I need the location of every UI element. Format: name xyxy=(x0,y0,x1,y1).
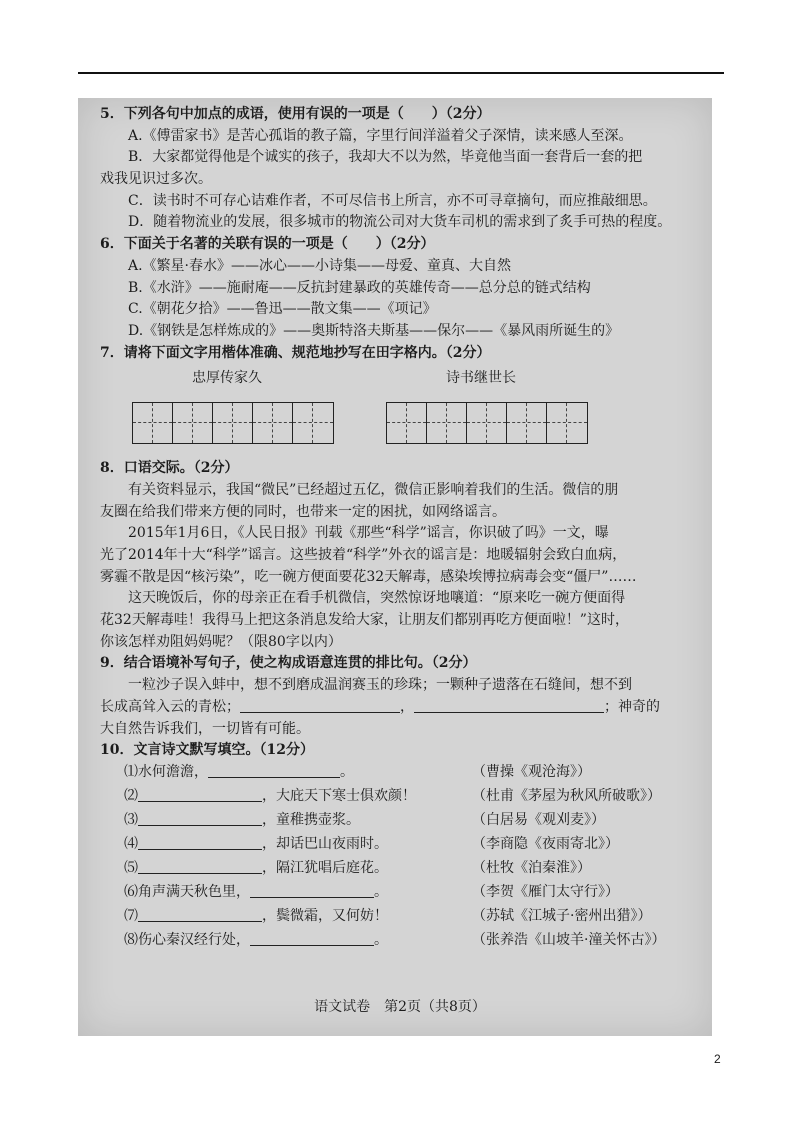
poem-blank[interactable] xyxy=(138,811,262,826)
q9-answer-blank-1[interactable] xyxy=(240,698,400,713)
q9-line2-mid: ， xyxy=(400,698,414,715)
poem-suffix: ，鬓微霜，又何妨！ xyxy=(262,907,388,924)
q9-line3: 大自然告诉我们，一切皆有可能。 xyxy=(100,720,310,737)
q9-line2-post: ；神奇的 xyxy=(604,698,660,715)
poem-blank[interactable] xyxy=(138,907,262,922)
q7-phrases xyxy=(100,368,690,394)
poem-source: （李商隐《夜雨寄北》） xyxy=(472,835,619,852)
q8-para1-line2: 友圈在给我们带来方便的同时，也带来一定的困扰，如网络谣言。 xyxy=(100,503,506,520)
tianzige-cell[interactable] xyxy=(507,403,547,443)
poem-line-1 xyxy=(100,762,690,786)
q8-para3-line2: 花32天解毒哇！我得马上把这条消息发给大家，让朋友们都别再吃方便面啦！”这时， xyxy=(100,612,629,629)
poem-suffix: 。 xyxy=(374,883,388,900)
poem-prefix: ⑹角声满天秋色里， xyxy=(124,883,250,900)
q9-line2 xyxy=(100,697,690,719)
poem-source: （白居易《观刈麦》） xyxy=(472,811,605,828)
tianzige-row xyxy=(100,394,690,448)
poem-blank[interactable] xyxy=(138,859,262,874)
q9-line1: 一粒沙子误入蚌中，想不到磨成温润赛玉的珍珠；一颗种子遗落在石缝间，想不到 xyxy=(128,677,632,694)
top-rule xyxy=(78,72,724,74)
tianzige-cell[interactable] xyxy=(427,403,467,443)
q6-option-c: C.《朝花夕拾》——鲁迅——散文集——《项记》 xyxy=(128,301,437,318)
q5-option-a: A.《傅雷家书》是苦心孤诣的教子篇，字里行间洋溢着父子深情，读来感人至深。 xyxy=(128,127,633,144)
q5-option-b-line2: 戏我见识过多次。 xyxy=(100,171,212,188)
poem-suffix: ，大庇天下寒士俱欢颜！ xyxy=(262,787,416,804)
poem-blank[interactable] xyxy=(250,931,374,946)
poem-blank[interactable] xyxy=(250,883,374,898)
q8-para2-line2: 光了2014年十大“科学”谣言。这些披着“科学”外衣的谣言是：地暖辐射会致白血病， xyxy=(100,547,627,563)
poem-line-5 xyxy=(100,858,690,882)
q6-option-b: B.《水浒》——施耐庵——反抗封建暴政的英雄传奇——总分总的链式结构 xyxy=(128,279,591,296)
tianzige-cell[interactable] xyxy=(467,403,507,443)
q8-para3-line3: 你该怎样劝阻妈妈呢？（限80字以内） xyxy=(100,633,342,650)
q9-line2-pre: 长成高耸入云的青松； xyxy=(100,698,240,715)
q5-option-c: C．读书时不可存心诘难作者，不可尽信书上所言，亦不可寻章摘句，而应推敲细思。 xyxy=(128,192,657,209)
q7-stem: 7．请将下面文字用楷体准确、规范地抄写在田字格内。（2分） xyxy=(100,344,491,361)
tianzige-cell[interactable] xyxy=(133,403,173,443)
q5-option-d: D．随着物流业的发展，很多城市的物流公司对大货车司机的需求到了炙手可热的程度。 xyxy=(128,214,672,231)
q6-stem: 6．下面关于名著的关联有误的一项是（ ）（2分） xyxy=(100,236,435,253)
poem-suffix: ，却话巴山夜雨时。 xyxy=(262,835,388,852)
poem-prefix: ⑻伤心秦汉经行处， xyxy=(124,931,250,948)
q5-stem: 5．下列各句中加点的成语，使用有误的一项是（ ）（2分） xyxy=(100,106,491,122)
q5-option-b-line1: B．大家都觉得他是个诚实的孩子，我却大不以为然，毕竟他当面一套背后一套的把 xyxy=(128,149,643,166)
poem-prefix: ⑶ xyxy=(124,811,138,828)
q7-phrase-left: 忠厚传家久 xyxy=(192,370,262,387)
poem-prefix: ⑵ xyxy=(124,787,138,804)
tianzige-cell[interactable] xyxy=(253,403,293,443)
tianzige-grid-left[interactable] xyxy=(132,402,334,444)
page-number: 2 xyxy=(714,1052,721,1066)
poem-line-2 xyxy=(100,786,690,810)
poem-line-7 xyxy=(100,906,690,930)
poem-line-3 xyxy=(100,810,690,834)
poem-source: （杜牧《泊秦淮》） xyxy=(472,859,591,876)
poem-source: （苏轼《江城子·密州出猎》） xyxy=(472,907,652,924)
tianzige-cell[interactable] xyxy=(547,403,587,443)
poem-prefix: ⑸ xyxy=(124,859,138,876)
tianzige-cell[interactable] xyxy=(387,403,427,443)
q9-stem: 9．结合语境补写句子，使之构成语意连贯的排比句。（2分） xyxy=(100,655,477,672)
tianzige-cell[interactable] xyxy=(213,403,253,443)
poem-prefix: ⑴水何澹澹， xyxy=(124,763,208,780)
poem-suffix: ，童稚携壶浆。 xyxy=(262,811,360,828)
poem-source: （张养浩《山坡羊·潼关怀古》） xyxy=(472,931,666,948)
q6-option-a: A.《繁星·春水》——冰心——小诗集——母爱、童真、大自然 xyxy=(128,257,512,274)
poem-suffix: ，隔江犹唱后庭花。 xyxy=(262,859,388,876)
q9-answer-blank-2[interactable] xyxy=(414,698,604,713)
poem-line-8 xyxy=(100,930,690,954)
tianzige-cell[interactable] xyxy=(173,403,213,443)
q6-option-d: D.《钢铁是怎样炼成的》——奥斯特洛夫斯基——保尔——《暴风雨所诞生的》 xyxy=(128,322,620,339)
poem-source: （曹操《观沧海》） xyxy=(472,763,591,780)
poem-source: （李贺《雁门太守行》） xyxy=(472,883,619,900)
poem-suffix: 。 xyxy=(340,763,354,780)
q10-stem: 10．文言诗文默写填空。（12分） xyxy=(100,742,314,759)
poem-prefix: ⑺ xyxy=(124,907,138,924)
poem-suffix: 。 xyxy=(374,931,388,948)
poem-blank[interactable] xyxy=(138,787,262,802)
q8-para2-line3: 雾霾不散是因“核污染”，吃一碗方便面要花32天解毒，感染埃博拉病毒会变“僵尸”…… xyxy=(100,568,637,585)
tianzige-grid-right[interactable] xyxy=(386,402,588,444)
poem-blank[interactable] xyxy=(138,835,262,850)
poem-blank[interactable] xyxy=(208,763,340,778)
q8-para3-line1: 这天晚饭后，你的母亲正在看手机微信，突然惊讶地嚷道：“原来吃一碗方便面得 xyxy=(128,590,626,607)
page-footer: 语文试卷 第2页（共8页） xyxy=(314,999,486,1015)
q8-para1-line1: 有关资料显示，我国“微民”已经超过五亿，微信正影响着我们的生活。微信的朋 xyxy=(128,481,619,498)
poem-line-4 xyxy=(100,834,690,858)
tianzige-cell[interactable] xyxy=(293,403,333,443)
q7-phrase-right: 诗书继世长 xyxy=(446,370,516,387)
poem-source: （杜甫《茅屋为秋风所破歌》） xyxy=(472,787,661,804)
exam-content xyxy=(100,104,690,954)
q8-stem: 8．口语交际。（2分） xyxy=(100,460,239,477)
q8-para2-line1: 2015年1月6日，《人民日报》刊载《那些“科学”谣言，你识破了吗》一文，曝 xyxy=(128,525,609,542)
poem-line-6 xyxy=(100,882,690,906)
poem-prefix: ⑷ xyxy=(124,835,138,852)
